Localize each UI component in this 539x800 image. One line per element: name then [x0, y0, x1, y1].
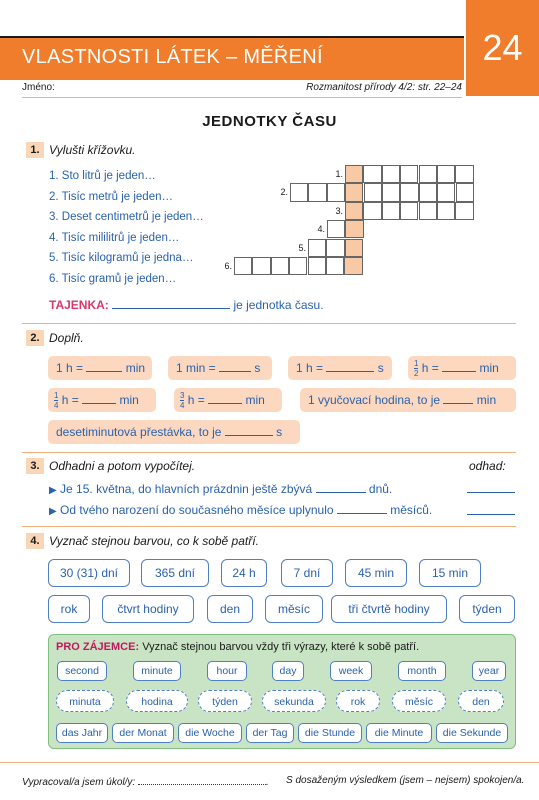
match-box[interactable]: 45 min — [345, 559, 407, 587]
match-box[interactable]: tři čtvrtě hodiny — [331, 595, 447, 623]
bonus-word-czech[interactable]: sekunda — [262, 690, 326, 712]
numerator: 1 — [54, 391, 59, 401]
match-box[interactable]: 7 dní — [281, 559, 333, 587]
crossword-cell[interactable] — [455, 165, 473, 183]
name-label: Jméno: — [22, 82, 55, 93]
answer-blank[interactable] — [316, 481, 366, 493]
name-line — [22, 80, 462, 98]
crossword-cell[interactable] — [382, 165, 400, 183]
clue-3: 3. Deset centimetrů je jeden… — [49, 211, 204, 224]
crossword-cell[interactable] — [327, 183, 345, 201]
task2-number: 2. — [26, 330, 44, 346]
item-text: 1 h = — [296, 361, 324, 375]
match-box[interactable]: 24 h — [221, 559, 267, 587]
item-text: 1 min = — [176, 361, 216, 375]
crossword-cell[interactable] — [456, 183, 474, 201]
answer-blank[interactable] — [442, 360, 476, 372]
fill-1h-min — [48, 356, 152, 380]
estimate-label: odhad: — [469, 459, 506, 473]
match-box[interactable]: čtvrt hodiny — [102, 595, 194, 623]
bonus-word-czech[interactable]: týden — [198, 690, 252, 712]
crossword-cell[interactable] — [419, 165, 437, 183]
bonus-word-german[interactable]: die Stunde — [298, 723, 362, 743]
footer-blank[interactable] — [138, 775, 266, 785]
item-unit: min — [479, 361, 499, 375]
item-unit: s — [276, 425, 283, 439]
page-number: 24 — [464, 0, 539, 96]
crossword-cell[interactable] — [455, 202, 473, 220]
task3-line-1 — [49, 481, 392, 496]
bonus-instruction: Vyznač stejnou barvou vždy tři výrazy, které k sobě patří. — [142, 641, 420, 653]
task4-instruction: Vyznač stejnou barvou, co k sobě patří. — [49, 534, 259, 548]
bonus-word-german[interactable]: das Jahr — [56, 723, 108, 743]
solution-suffix: je jednotka času. — [233, 298, 324, 312]
crossword-row-number: 4. — [317, 224, 325, 235]
crossword-cell[interactable] — [326, 257, 344, 275]
fraction — [54, 391, 58, 410]
bonus-word-czech[interactable]: rok — [336, 690, 380, 712]
fill-1min-s — [168, 356, 272, 380]
item-unit: min — [119, 393, 139, 407]
match-box[interactable]: 15 min — [419, 559, 481, 587]
bonus-word-english[interactable]: minute — [133, 661, 181, 681]
fill-quarter-h-min — [48, 388, 156, 412]
answer-blank[interactable] — [86, 360, 122, 372]
item-unit: s — [254, 361, 261, 375]
item-text: 1 vyučovací hodina, to je — [308, 393, 441, 407]
crossword-cell[interactable] — [308, 239, 326, 257]
divider — [22, 526, 516, 527]
task3-instruction: Odhadni a potom vypočítej. — [49, 459, 196, 473]
crossword-cell[interactable] — [345, 220, 363, 238]
crossword-cell[interactable] — [437, 183, 455, 201]
bullet-icon: ▶ — [49, 506, 57, 517]
match-box[interactable]: týden — [459, 595, 515, 623]
item-text: desetiminutová přestávka, to je — [56, 425, 222, 439]
answer-blank[interactable] — [337, 502, 387, 514]
bonus-word-czech[interactable]: měsíc — [392, 690, 446, 712]
footer-completed-label: Vypracoval/a jsem úkol/y: — [22, 777, 136, 788]
solution-line — [49, 297, 324, 312]
crossword-cell[interactable] — [271, 257, 289, 275]
line-unit: měsíců. — [390, 503, 433, 517]
crossword-row-number: 1. — [335, 169, 343, 179]
estimate-blank-2[interactable] — [467, 514, 515, 515]
crossword-cell[interactable] — [419, 183, 437, 201]
bonus-word-czech[interactable]: hodina — [126, 690, 188, 712]
answer-blank[interactable] — [82, 392, 116, 404]
crossword-cell[interactable] — [308, 183, 326, 201]
line-text: Od tvého narození do současného měsíce uplynulo — [60, 503, 334, 517]
bonus-word-english[interactable]: day — [272, 661, 304, 681]
footer-divider — [0, 762, 539, 763]
task1-instruction: Vylušti křížovku. — [49, 143, 136, 157]
crossword-cell[interactable] — [345, 165, 363, 183]
fill-break-s — [48, 420, 300, 444]
match-box[interactable]: měsíc — [265, 595, 323, 623]
bonus-word-english[interactable]: week — [330, 661, 372, 681]
crossword-cell[interactable] — [289, 257, 307, 275]
crossword-cell[interactable] — [290, 183, 308, 201]
clue-6: 6. Tisíc gramů je jeden… — [49, 272, 177, 285]
denominator: 4 — [54, 401, 59, 411]
fill-1h-s — [288, 356, 392, 380]
solution-blank[interactable] — [112, 297, 230, 309]
crossword-cell[interactable] — [363, 165, 381, 183]
item-unit: min — [125, 361, 146, 375]
numerator: 1 — [414, 359, 419, 369]
fill-lesson-min — [300, 388, 516, 412]
line-unit: dnů. — [368, 482, 393, 496]
crossword-cell[interactable] — [400, 183, 418, 201]
solution-label: TAJENKA: — [49, 298, 109, 312]
bullet-icon: ▶ — [49, 485, 57, 496]
crossword-cell[interactable] — [382, 202, 400, 220]
bonus-word-english[interactable]: second — [57, 661, 107, 681]
match-box[interactable]: 30 (31) dní — [48, 559, 130, 587]
crossword-cell[interactable] — [400, 165, 418, 183]
estimate-blank-1[interactable] — [467, 492, 515, 493]
denominator: 2 — [414, 369, 419, 379]
fill-three-quarter-h-min — [174, 388, 282, 412]
clue-5: 5. Tisíc kilogramů je jedna… — [49, 252, 194, 265]
task3-number: 3. — [26, 458, 44, 474]
match-box[interactable]: den — [207, 595, 253, 623]
crossword-row-number: 3. — [335, 205, 343, 216]
crossword-cell[interactable] — [344, 257, 362, 275]
answer-blank[interactable] — [326, 360, 374, 372]
fraction — [180, 391, 184, 410]
divider — [22, 452, 516, 453]
match-box[interactable]: rok — [48, 595, 90, 623]
denominator: 4 — [180, 401, 185, 411]
bonus-word-czech[interactable]: minuta — [56, 690, 114, 712]
bonus-word-english[interactable]: year — [472, 661, 506, 681]
crossword-cell[interactable] — [252, 257, 270, 275]
bonus-word-german[interactable]: die Minute — [366, 723, 432, 743]
crossword-cell[interactable] — [364, 183, 382, 201]
crossword-cell[interactable] — [345, 239, 363, 257]
line-text: Je 15. května, do hlavních prázdnin ještě zbývá — [60, 482, 313, 496]
crossword-cell[interactable] — [419, 202, 437, 220]
fraction — [414, 359, 418, 378]
clue-2: 2. Tisíc metrů je jeden… — [49, 190, 173, 203]
bonus-word-czech[interactable]: den — [458, 690, 504, 712]
bonus-word-german[interactable]: die Sekunde — [436, 723, 508, 743]
task4-number: 4. — [26, 533, 44, 549]
section-title: JEDNOTKY ČASU — [202, 113, 337, 130]
crossword-cell[interactable] — [234, 257, 252, 275]
answer-blank[interactable] — [225, 424, 273, 436]
crossword-cell[interactable] — [437, 165, 455, 183]
bonus-label: PRO ZÁJEMCE: — [56, 641, 140, 653]
task3-line-2 — [49, 502, 432, 517]
bonus-word-english[interactable]: month — [398, 661, 446, 681]
crossword-cell[interactable] — [327, 220, 345, 238]
item-unit: s — [377, 361, 384, 375]
item-unit: min — [245, 393, 265, 407]
item-text: 1 h = — [56, 361, 84, 375]
footer-right: S dosaženým výsledkem (jsem – nejsem) spokojen/a. — [286, 775, 525, 786]
fill-half-h-min — [408, 356, 516, 380]
answer-blank[interactable] — [443, 392, 473, 404]
worksheet-title: VLASTNOSTI LÁTEK – MĚŘENÍ — [22, 46, 323, 68]
bonus-word-german[interactable]: der Tag — [246, 723, 294, 743]
divider — [22, 323, 516, 324]
bonus-word-german[interactable]: der Monat — [112, 723, 174, 743]
crossword-cell[interactable] — [345, 202, 363, 220]
crossword-row-number: 5. — [298, 242, 306, 253]
crossword-cell[interactable] — [400, 202, 418, 220]
crossword-cell[interactable] — [326, 239, 344, 257]
crossword-row-number: 6. — [224, 261, 232, 271]
crossword-cell[interactable] — [308, 257, 326, 275]
item-text: h = — [187, 393, 205, 407]
crossword-row-number: 2. — [280, 187, 288, 198]
footer-left: Vypracoval/a jsem úkol/y: . — [22, 777, 269, 788]
source-reference: Rozmanitost přírody 4/2: str. 22–24 — [306, 82, 462, 93]
clue-4: 4. Tisíc mililitrů je jeden… — [49, 231, 180, 244]
numerator: 3 — [180, 391, 185, 401]
clue-list — [49, 166, 204, 290]
item-unit: min — [476, 393, 497, 407]
match-box[interactable]: 365 dní — [141, 559, 209, 587]
answer-blank[interactable] — [208, 392, 242, 404]
item-text: h = — [61, 393, 79, 407]
task2-instruction: Doplň. — [49, 331, 84, 345]
crossword-cell[interactable] — [345, 183, 363, 201]
clue-1: 1. Sto litrů je jeden… — [49, 170, 156, 182]
crossword-cell[interactable] — [363, 202, 381, 220]
crossword-cell[interactable] — [437, 202, 455, 220]
answer-blank[interactable] — [219, 360, 251, 372]
bonus-word-german[interactable]: die Woche — [178, 723, 242, 743]
task1-number: 1. — [26, 142, 44, 158]
bonus-heading — [56, 641, 419, 653]
crossword-cell[interactable] — [382, 183, 400, 201]
item-text: h = — [421, 361, 439, 375]
bonus-word-english[interactable]: hour — [207, 661, 247, 681]
